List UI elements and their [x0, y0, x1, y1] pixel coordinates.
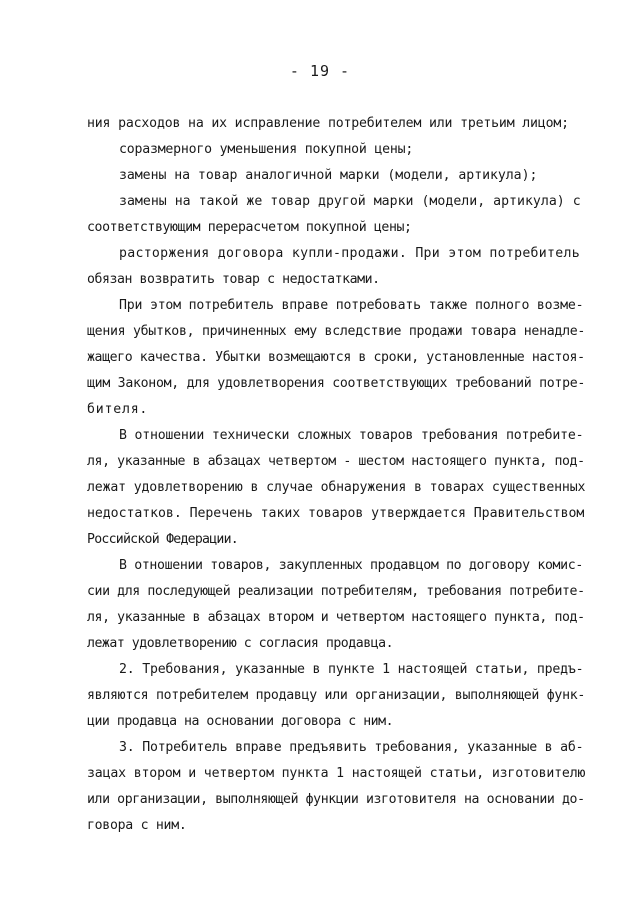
text-line: замены на товар аналогичной марки (модели, артикула);	[119, 168, 538, 183]
text-line: ции продавца на основании договора с ним.	[87, 714, 394, 729]
text-line: В отношении товаров, закупленных продавцом по договору комис-	[119, 558, 583, 573]
text-line: являются потребителем продавцу или организации, выполняющей функ-	[87, 688, 586, 703]
text-line: расторжения договора купли-продажи. При этом потребитель	[119, 246, 580, 261]
text-line: сии для последующей реализации потребителям, требования потребите-	[87, 584, 585, 599]
text-line: соразмерного уменьшения покупной цены;	[119, 142, 414, 157]
text-line: 2. Требования, указанные в пункте 1 настоящей статьи, предъ-	[119, 662, 584, 677]
text-line: обязан возвратить товар с недостатками.	[87, 272, 380, 287]
text-line: При этом потребитель вправе потребовать также полного возме-	[119, 298, 584, 313]
text-line: лежат удовлетворению в случае обнаружения в товарах существенных	[87, 480, 586, 495]
text-line: соответствующим перерасчетом покупной цены;	[87, 220, 412, 235]
text-line: говора с ним.	[87, 818, 187, 833]
text-line: щим Законом, для удовлетворения соответствующих требований потре-	[87, 376, 586, 391]
text-line: зацах втором и четвертом пункта 1 настоящей статьи, изготовителю	[87, 766, 586, 781]
text-line: недостатков. Перечень таких товаров утверждается Правительством	[87, 506, 585, 521]
page-number: - 19 -	[289, 62, 351, 80]
text-line: замены на такой же товар другой марки (модели, артикула) с	[119, 194, 581, 209]
text-line: 3. Потребитель вправе предъявить требования, указанные в аб-	[119, 740, 584, 755]
text-line: Российской Федерации.	[87, 532, 238, 547]
text-line: ния расходов на их исправление потребителем или третьим лицом;	[87, 116, 569, 131]
text-line: жащего качества. Убытки возмещаются в сроки, установленные настоя-	[87, 350, 585, 365]
text-line: ля, указанные в абзацах четвертом - шестом настоящего пункта, под-	[87, 454, 585, 469]
text-line: щения убытков, причиненных ему вследствие продажи товара ненадле-	[87, 324, 586, 339]
text-line: или организации, выполняющей функции изготовителя на основании до-	[87, 792, 585, 807]
text-line: бителя.	[87, 402, 149, 417]
text-line: лежат удовлетворению с согласия продавца.	[87, 636, 394, 651]
text-line: В отношении технически сложных товаров требования потребите-	[119, 428, 584, 443]
text-line: ля, указанные в абзацах втором и четвертом настоящего пункта, под-	[87, 610, 585, 625]
